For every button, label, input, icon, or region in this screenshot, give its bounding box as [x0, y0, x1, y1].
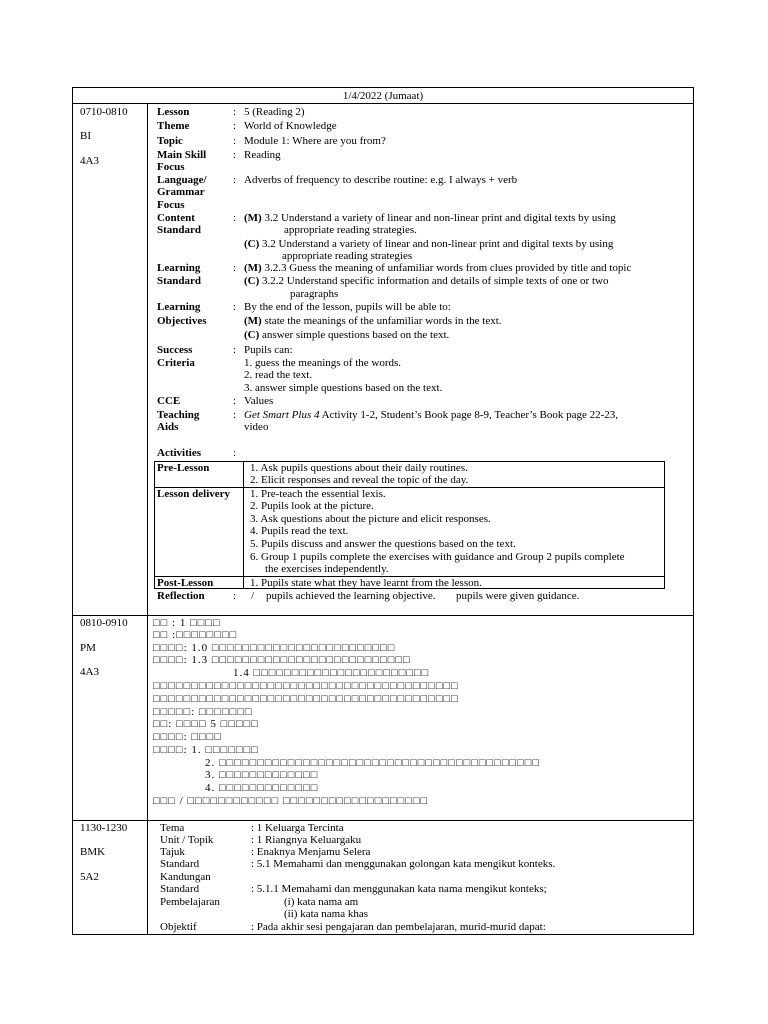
- tag-m: (M): [244, 315, 262, 327]
- tag-m: (M): [244, 212, 262, 224]
- cs-m-cont: appropriate reading strategies.: [284, 224, 417, 236]
- pm-line-2: □□ :□□□□□□□□: [153, 629, 238, 641]
- label-reflection: Reflection: [157, 590, 205, 602]
- reflection-1: pupils achieved the learning objective.: [266, 590, 436, 602]
- pre-lesson-2: 2. Elicit responses and reveal the topic of the day.: [250, 474, 469, 486]
- s1-class: 4A3: [80, 155, 99, 167]
- reflection-slash: /: [251, 590, 255, 602]
- learning-standard-m: [244, 262, 631, 275]
- label-skill-2: Focus: [157, 161, 185, 173]
- colon: :: [233, 120, 237, 132]
- delivery-1: 1. Pre-teach the essential lexis.: [250, 488, 386, 500]
- bmk-value-sp: : 5.1.1 Memahami dan menggunakan kata nama mengikut konteks;: [251, 883, 547, 895]
- delivery-4: 4. Pupils read the text.: [250, 525, 349, 537]
- label-success-2: Criteria: [157, 357, 195, 369]
- pm-line-4: □□□□: 1.3 □□□□□□□□□□□□□□□□□□□□□□□□□□: [153, 654, 411, 666]
- s3-time: 1130-1230: [80, 822, 128, 834]
- tag-c: (C): [244, 329, 260, 341]
- pre-lesson-1: 1. Ask pupils questions about their daily routines.: [250, 462, 468, 474]
- bmk-label-kandungan: Kandungan: [160, 871, 211, 883]
- label-content-2: Standard: [157, 224, 202, 236]
- ls-c-text: 3.2.2 Understand specific information and details of simple texts of one or two: [262, 275, 609, 287]
- label-lang-2: Grammar: [157, 186, 205, 198]
- colon: :: [233, 344, 237, 356]
- tag-m: (M): [244, 262, 262, 274]
- activities-row-divider: [154, 487, 665, 488]
- pm-line-6: □□□□□□□□□□□□□□□□□□□□□□□□□□□□□□□□□□□□□□□□: [153, 680, 459, 692]
- label-theme: Theme: [157, 120, 190, 132]
- pm-line-1: □□ : 1 □□□□: [153, 617, 221, 629]
- s3-subject: BMK: [80, 846, 106, 858]
- delivery-6-cont: the exercises independently.: [265, 563, 389, 575]
- reflection-2: pupils were given guidance.: [456, 590, 580, 602]
- delivery-label: Lesson delivery: [157, 488, 231, 500]
- obj-intro: By the end of the lesson, pupils will be able to:: [244, 301, 451, 313]
- ls-c-cont: paragraphs: [290, 288, 339, 300]
- cs-c-text: 3.2 Understand a variety of linear and non-linear print and digital texts by using: [262, 238, 614, 250]
- pm-line-8: □□□□□: □□□□□□□: [153, 706, 253, 718]
- bmk-label-standard-2: Standard: [160, 883, 200, 895]
- delivery-5: 5. Pupils discuss and answer the questions based on the text.: [250, 538, 516, 550]
- pm-line-3: □□□□: 1.0 □□□□□□□□□□□□□□□□□□□□□□□□: [153, 642, 396, 654]
- tag-c: (C): [244, 275, 260, 287]
- obj-m-text: state the meanings of the unfamiliar words in the text.: [264, 315, 502, 327]
- section-divider-1: [72, 615, 694, 616]
- colon: :: [233, 135, 237, 147]
- value-skill: Reading: [244, 149, 281, 161]
- s1-time: 0710-0810: [80, 106, 128, 118]
- pm-line-10: □□□□: □□□□: [153, 731, 222, 743]
- value-aids: [244, 409, 618, 422]
- s1-subject: BI: [80, 130, 91, 142]
- colon: :: [233, 409, 237, 421]
- bmk-value-sp-i: (i) kata nama am: [284, 896, 359, 908]
- bmk-value-sp-ii: (ii) kata nama khas: [284, 908, 368, 920]
- colon: :: [233, 174, 237, 186]
- label-objectives-2: Objectives: [157, 315, 207, 327]
- tag-c: (C): [244, 238, 260, 250]
- value-lesson: 5 (Reading 2): [244, 106, 305, 118]
- pre-lesson-label: Pre-Lesson: [157, 462, 210, 474]
- colon: :: [233, 301, 237, 313]
- pm-line-9: □□: □□□□ 5 □□□□□: [153, 718, 259, 730]
- obj-c: [244, 329, 449, 342]
- value-cce: Values: [244, 395, 274, 407]
- bmk-label-tajuk: Tajuk: [160, 846, 185, 858]
- colon: :: [233, 395, 237, 407]
- pm-line-15: □□□ / □□□□□□□□□□□□ □□□□□□□□□□□□□□□□□□□: [153, 795, 429, 807]
- bmk-value-unit: : 1 Riangnya Keluargaku: [251, 834, 362, 846]
- label-activities: Activities: [157, 447, 201, 459]
- cs-c-cont: appropriate reading strategies: [282, 250, 413, 262]
- column-divider: [147, 103, 148, 935]
- label-lesson: Lesson: [157, 106, 190, 118]
- bmk-label-unit: Unit / Topik: [160, 834, 214, 846]
- label-learning-2: Standard: [157, 275, 202, 287]
- s2-time: 0810-0910: [80, 617, 128, 629]
- cs-m-text: 3.2 Understand a variety of linear and non-linear print and digital texts by using: [264, 212, 616, 224]
- ls-m-text: 3.2.3 Guess the meaning of unfamiliar words from clues provided by title and topic: [264, 262, 632, 274]
- post-lesson-1: 1. Pupils state what they have learnt from the lesson.: [250, 577, 482, 589]
- value-aids-2: video: [244, 421, 269, 433]
- colon: :: [233, 590, 237, 602]
- label-content: Content: [157, 212, 195, 224]
- colon: :: [233, 106, 237, 118]
- section-divider-2: [72, 820, 694, 821]
- pm-line-7: □□□□□□□□□□□□□□□□□□□□□□□□□□□□□□□□□□□□□□□□: [153, 693, 459, 705]
- label-lang: Language/: [157, 174, 207, 186]
- bmk-value-tema: : 1 Keluarga Tercinta: [251, 822, 344, 834]
- label-lang-3: Focus: [157, 199, 185, 211]
- pm-line-11: □□□□: 1. □□□□□□□: [153, 744, 259, 756]
- colon: :: [233, 447, 237, 459]
- label-objectives: Learning: [157, 301, 201, 313]
- delivery-3: 3. Ask questions about the picture and elicit responses.: [250, 513, 491, 525]
- sc-intro: Pupils can:: [244, 344, 293, 356]
- sc-3: 3. answer simple questions based on the text.: [244, 382, 443, 394]
- post-lesson-label: Post-Lesson: [157, 577, 214, 589]
- bmk-label-pembelajaran: Pembelajaran: [160, 896, 220, 908]
- bmk-value-objektif: : Pada akhir sesi pengajaran dan pembelajaran, murid-murid dapat:: [251, 921, 546, 933]
- learning-standard-c: [244, 275, 608, 288]
- bmk-label-standard: Standard: [160, 858, 200, 870]
- delivery-2: 2. Pupils look at the picture.: [250, 500, 374, 512]
- pm-line-5: 1.4 □□□□□□□□□□□□□□□□□□□□□□□: [233, 667, 430, 679]
- label-aids-2: Aids: [157, 421, 179, 433]
- colon: :: [233, 262, 237, 274]
- value-theme: World of Knowledge: [244, 120, 337, 132]
- s3-class: 5A2: [80, 871, 99, 883]
- aids-rest: Activity 1-2, Student’s Book page 8-9, Teacher’s Book page 22-23,: [319, 409, 619, 421]
- label-learning: Learning: [157, 262, 201, 274]
- label-aids: Teaching: [157, 409, 200, 421]
- sc-2: 2. read the text.: [244, 369, 313, 381]
- activities-col-divider: [243, 461, 244, 589]
- sc-1: 1. guess the meanings of the words.: [244, 357, 402, 369]
- label-cce: CCE: [157, 395, 181, 407]
- value-language: Adverbs of frequency to describe routine: e.g. I always + verb: [244, 174, 518, 186]
- obj-m: [244, 315, 502, 328]
- value-topic: Module 1: Where are you from?: [244, 135, 386, 147]
- label-success: Success: [157, 344, 193, 356]
- bmk-value-tajuk: : Enaknya Menjamu Selera: [251, 846, 371, 858]
- colon: :: [233, 212, 237, 224]
- bmk-label-tema: Tema: [160, 822, 185, 834]
- delivery-6: 6. Group 1 pupils complete the exercises with guidance and Group 2 pupils complete: [250, 551, 625, 563]
- colon: :: [233, 149, 237, 161]
- date-row-divider: [72, 103, 694, 104]
- s2-subject: PM: [80, 642, 96, 654]
- aids-book: Get Smart Plus 4: [244, 409, 320, 421]
- pm-line-14: 4. □□□□□□□□□□□□□: [205, 782, 319, 794]
- bmk-label-objektif: Objektif: [160, 921, 197, 933]
- bmk-value-sk: : 5.1 Memahami dan menggunakan golongan kata mengikut konteks.: [251, 858, 556, 870]
- obj-c-text: answer simple questions based on the text.: [262, 329, 450, 341]
- label-topic: Topic: [157, 135, 183, 147]
- s2-class: 4A3: [80, 666, 99, 678]
- date-header: 1/4/2022 (Jumaat): [342, 90, 424, 102]
- pm-line-13: 3. □□□□□□□□□□□□□: [205, 769, 319, 781]
- label-skill: Main Skill: [157, 149, 207, 161]
- pm-line-12: 2. □□□□□□□□□□□□□□□□□□□□□□□□□□□□□□□□□□□□□□□□□□: [205, 757, 541, 769]
